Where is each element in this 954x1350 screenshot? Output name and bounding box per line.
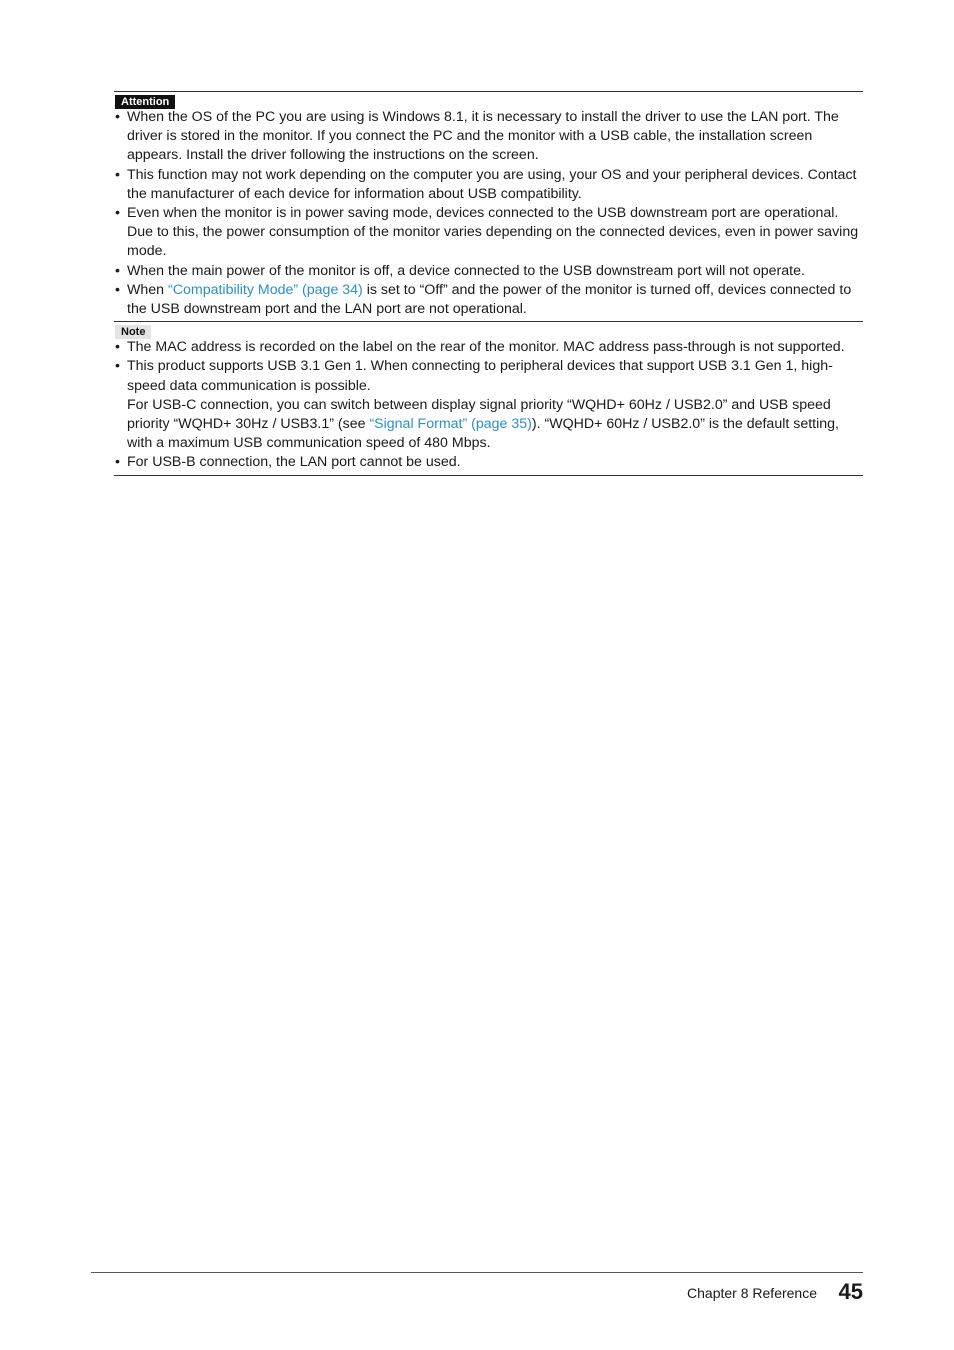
- item-text-post: ). “WQHD+ 60Hz / USB2.0” is the default setting, with a maximum USB communication speed of 480 Mbps.: [127, 416, 839, 452]
- item-text: When the OS of the PC you are using is Windows 8.1, it is necessary to install the driver to use the LAN port. The driver is stored in the monitor. If you connect the PC and the monitor with a USB cable, the installation screen appears. Install the driver following the instructions on the screen.: [127, 109, 839, 164]
- footer-chapter-title: Chapter 8 Reference: [687, 1285, 817, 1301]
- item-text: This product supports USB 3.1 Gen 1. When connecting to peripheral devices that support USB 3.1 Gen 1, high-speed data communication is possible.: [127, 358, 833, 394]
- page-number: 45: [838, 1279, 863, 1304]
- note-box-bottom-rule: [114, 475, 863, 476]
- list-item: [114, 338, 863, 357]
- item-text: Even when the monitor is in power saving mode, devices connected to the USB downstream port are operational. Due to this, the power consumption of the monitor varies depending on the connected devices, even in power saving mode.: [127, 205, 859, 260]
- list-item: [114, 453, 863, 472]
- bullet-icon: •: [115, 262, 120, 279]
- item-text-pre: When: [127, 281, 169, 298]
- list-item: [114, 204, 863, 262]
- note-box: [114, 321, 863, 474]
- list-item: [114, 166, 863, 204]
- item-text-post: is set to “Off” and the power of the monitor is turned off, devices connected to the USB downstream port and the LAN port are not operational.: [127, 281, 852, 318]
- bullet-icon: •: [115, 358, 120, 375]
- bullet-icon: •: [115, 339, 120, 356]
- item-text: When the main power of the monitor is off, a device connected to the USB downstream port will not operate.: [127, 262, 805, 279]
- bullet-icon: •: [115, 205, 120, 222]
- item-text: For USB-B connection, the LAN port cannot be used.: [127, 454, 461, 471]
- note-list: [114, 338, 863, 474]
- bullet-icon: •: [115, 166, 120, 183]
- bullet-icon: •: [115, 454, 120, 471]
- attention-label: Attention: [115, 95, 175, 109]
- attention-list: [114, 108, 863, 321]
- list-item: [114, 262, 863, 281]
- item-text-pre: For USB-C connection, you can switch between display signal priority “WQHD+ 60Hz / USB2.0” and USB speed priority “WQHD+ 30Hz / USB3.1” (see: [127, 396, 831, 433]
- note-label: Note: [115, 325, 151, 339]
- compatibility-mode-link[interactable]: “Compatibility Mode” (page 34): [168, 281, 363, 298]
- page-content: [114, 91, 863, 476]
- attention-box: [114, 91, 863, 321]
- item-text: This function may not work depending on the computer you are using, your OS and your peripheral devices. Contact the manufacturer of each device for information about USB compatibility.: [127, 166, 857, 202]
- signal-format-link[interactable]: “Signal Format” (page 35): [369, 416, 532, 433]
- item-text: The MAC address is recorded on the label on the rear of the monitor. MAC address pass-through is not supported.: [127, 339, 845, 356]
- list-item: [114, 108, 863, 166]
- list-item: [114, 281, 863, 319]
- bullet-icon: •: [115, 281, 120, 298]
- bullet-icon: •: [115, 109, 120, 125]
- list-item: [114, 357, 863, 453]
- footer-divider: [91, 1272, 863, 1273]
